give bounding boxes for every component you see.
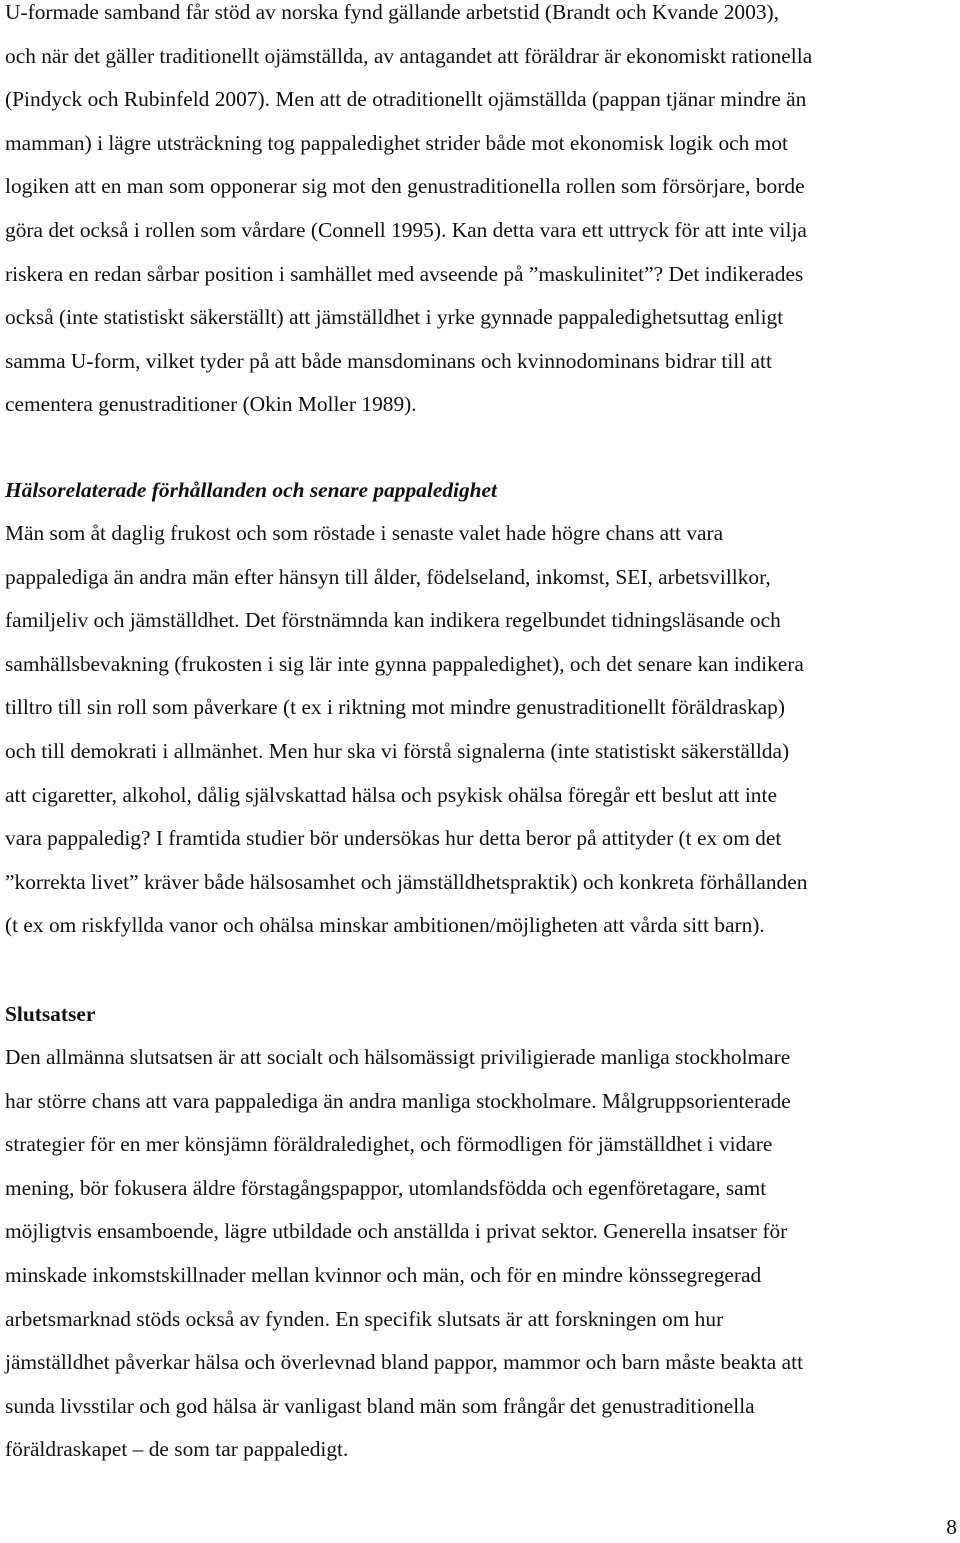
text-line: riskera en redan sårbar position i samhället med avseende på ”maskulinitet”? Det indikerades	[5, 261, 804, 286]
text-line: jämställdhet påverkar hälsa och överlevnad bland pappor, mammor och barn måste beakta att	[5, 1350, 804, 1375]
text-line: Män som åt daglig frukost och som röstade i senaste valet hade högre chans att vara	[5, 521, 724, 545]
section-heading-health: Hälsorelaterade förhållanden och senare pappaledighet	[5, 478, 497, 502]
section-heading-conclusions: Slutsatser	[5, 1002, 96, 1026]
text-line: har större chans att vara pappalediga än andra manliga stockholmare. Målgruppsorienterade	[5, 1088, 791, 1113]
text-line: U-formade samband får stöd av norska fynd gällande arbetstid (Brandt och Kvande 2003),	[5, 0, 779, 24]
text-line: Den allmänna slutsatsen är att socialt och hälsomässigt priviligierade manliga stockholmare	[5, 1045, 791, 1069]
text-line: också (inte statistiskt säkerställt) att jämställdhet i yrke gynnade pappaledighetsuttag enligt	[5, 305, 784, 330]
text-line: ”korrekta livet” kräver både hälsosamhet och jämställdhetspraktik) och konkreta förhållanden	[5, 869, 808, 894]
text-line: tilltro till sin roll som påverkare (t ex i riktning mot mindre genustraditionellt föräldraskap)	[5, 695, 785, 720]
text-line: föräldraskapet – de som tar pappaledigt.	[5, 1437, 349, 1462]
text-line: (Pindyck och Rubinfeld 2007). Men att de otraditionellt ojämställda (pappan tjänar mindre än	[5, 87, 807, 112]
text-line: (t ex om riskfyllda vanor och ohälsa minskar ambitionen/möjligheten att vårda sitt barn).	[5, 913, 765, 938]
text-line: och till demokrati i allmänhet. Men hur ska vi förstå signalerna (inte statistiskt säkerställda)	[5, 738, 790, 763]
text-line: sunda livsstilar och god hälsa är vanligast bland män som frångår det genustraditionella	[5, 1393, 755, 1418]
text-line: logiken att en man som opponerar sig mot den genustraditionella rollen som försörjare, borde	[5, 174, 805, 199]
text-line: pappalediga än andra män efter hänsyn till ålder, födelseland, inkomst, SEI, arbetsvillkor,	[5, 564, 771, 589]
text-line: samma U-form, vilket tyder på att både mansdominans och kvinnodominans bidrar till att	[5, 348, 772, 373]
paragraph-intro	[5, 0, 812, 427]
text-line: möjligtvis ensamboende, lägre utbildade och anställda i privat sektor. Generella insatser för	[5, 1219, 788, 1244]
text-line: göra det också i rollen som vårdare (Connell 1995). Kan detta vara ett uttryck för att inte vilja	[5, 217, 807, 242]
text-line: att cigaretter, alkohol, dålig självskattad hälsa och psykisk ohälsa föregår ett beslut att inte	[5, 782, 777, 807]
text-line: familjeliv och jämställdhet. Det förstnämnda kan indikera regelbundet tidningsläsande och	[5, 608, 781, 633]
text-line: cementera genustraditioner (Okin Moller 1989).	[5, 392, 417, 417]
text-line: mening, bör fokusera äldre förstagångspappor, utomlandsfödda och egenföretagare, samt	[5, 1175, 767, 1200]
page-number: 8	[946, 1515, 957, 1539]
paragraph-health	[5, 512, 807, 948]
text-line: mamman) i lägre utsträckning tog pappaledighet strider både mot ekonomisk logik och mot	[5, 130, 788, 155]
text-line: samhällsbevakning (frukosten i sig lär inte gynna pappaledighet), och det senare kan indikera	[5, 651, 804, 676]
text-line: arbetsmarknad stöds också av fynden. En specifik slutsats är att forskningen om hur	[5, 1306, 724, 1331]
text-line: vara pappaledig? I framtida studier bör undersökas hur detta beror på attityder (t ex om det	[5, 826, 782, 851]
text-line: minskade inkomstskillnader mellan kvinnor och män, och för en mindre könssegregerad	[5, 1262, 762, 1287]
text-line: strategier för en mer könsjämn föräldraledighet, och förmodligen för jämställdhet i vidare	[5, 1132, 773, 1157]
text-line: och när det gäller traditionellt ojämställda, av antagandet att föräldrar är ekonomiskt rationella	[5, 43, 813, 68]
paragraph-conclusions	[5, 1036, 803, 1472]
